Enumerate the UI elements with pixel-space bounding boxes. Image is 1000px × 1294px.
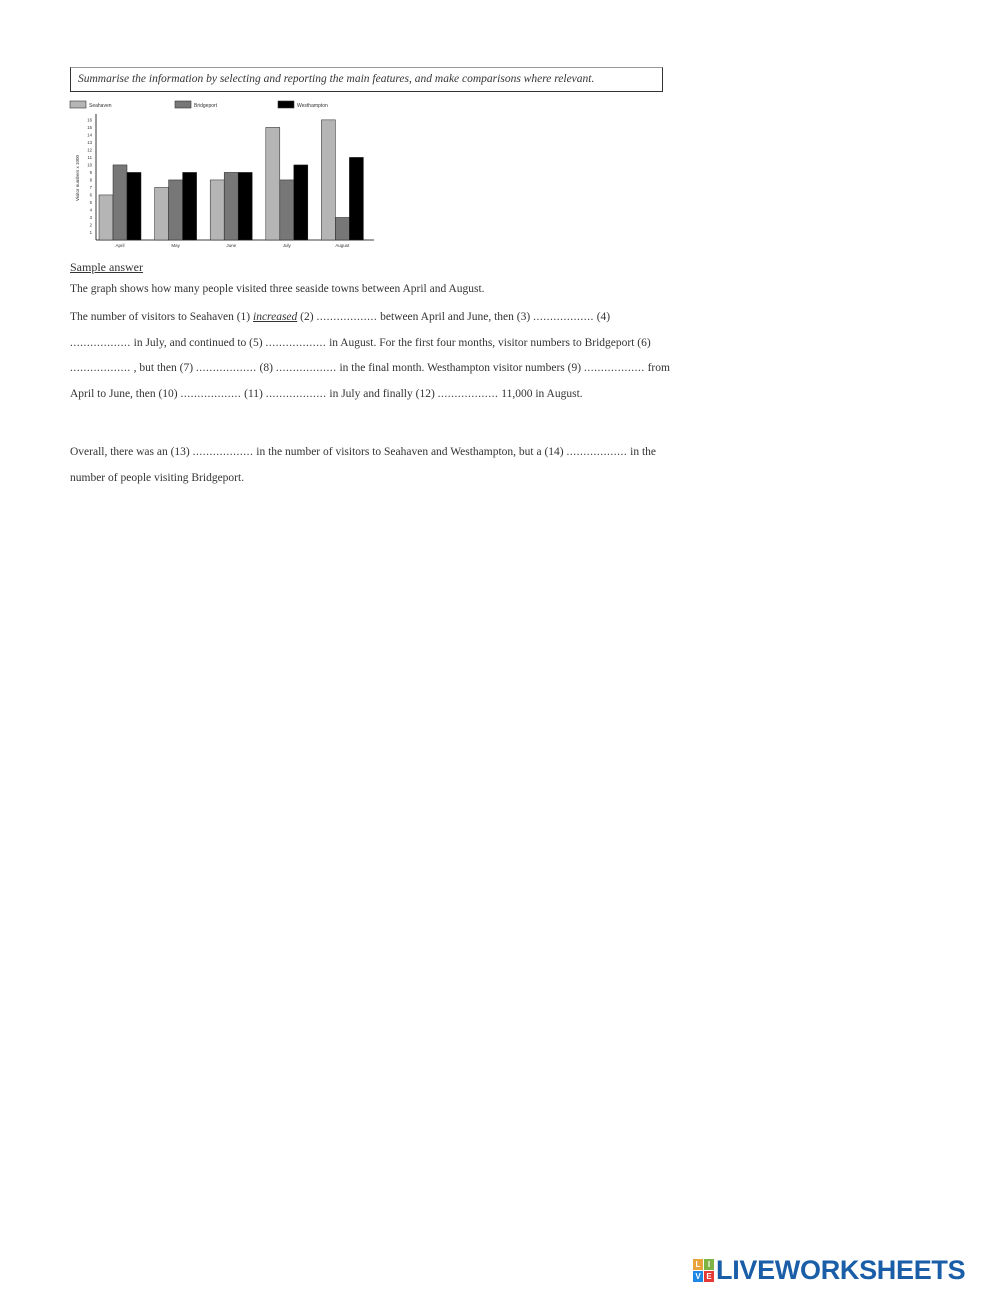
y-tick-label: 12 [87, 147, 92, 153]
bar-seahaven-june [210, 180, 224, 240]
legend-label: Bridgeport [194, 103, 218, 109]
bar-bridgeport-may [169, 180, 183, 240]
bar-westhampton-april [127, 172, 141, 240]
legend-label: Seahaven [89, 103, 112, 109]
legend-swatch [278, 101, 294, 108]
legend-label: Westhampton [297, 103, 328, 109]
y-tick-label: 1 [89, 229, 92, 235]
text-segment: in the final month. Westhampton visitor numbers (9) [336, 362, 584, 375]
overall-paragraph [70, 440, 670, 491]
text-segment: (11) [241, 388, 266, 401]
bar-bridgeport-august [335, 217, 349, 240]
bar-chart [60, 96, 380, 256]
x-tick-label: July [282, 243, 291, 248]
blank-6[interactable]: .................. [70, 362, 131, 375]
blank-10[interactable]: .................. [180, 388, 242, 401]
sample-answer-heading: Sample answer [70, 260, 143, 274]
bar-bridgeport-april [113, 165, 127, 240]
logo-letter: V [693, 1271, 703, 1282]
blank-12[interactable]: .................. [437, 388, 499, 401]
y-tick-label: 3 [89, 214, 92, 220]
blank-9[interactable]: .................. [583, 362, 645, 375]
instruction-box: Summarise the information by selecting and reporting the main features, and make comparisons where relevant. [70, 67, 663, 92]
y-tick-label: 11 [87, 154, 92, 160]
text-segment: in August. For the first four months, visitor numbers to Bridgeport (6) [326, 336, 651, 349]
blank-5[interactable]: .................. [265, 336, 327, 349]
intro-paragraph: The graph shows how many people visited three seaside towns between April and August. [70, 283, 485, 295]
logo-letter: L [693, 1259, 703, 1270]
blank-4[interactable]: .................. [70, 336, 131, 349]
blank-13[interactable]: .................. [192, 446, 254, 458]
logo-letter: E [704, 1271, 714, 1282]
x-tick-label: June [226, 243, 237, 248]
bar-westhampton-may [183, 172, 197, 240]
text-segment: 11,000 in August. [498, 388, 583, 401]
logo-text: LIVEWORKSHEETS [716, 1254, 966, 1285]
y-tick-label: 7 [89, 184, 92, 190]
answer-1: increased [253, 311, 298, 323]
x-tick-label: April [115, 243, 125, 248]
y-tick-label: 15 [87, 124, 92, 130]
y-tick-label: 14 [87, 132, 92, 138]
text-segment: in July and finally (12) [326, 388, 438, 401]
text-segment: between April and June, then (3) [377, 311, 534, 323]
y-tick-label: 10 [87, 162, 92, 168]
bar-seahaven-august [321, 120, 335, 240]
text-segment: Overall, there was an (13) [70, 446, 193, 458]
text-segment: (4) [593, 311, 611, 323]
text-segment: (2) [297, 311, 317, 323]
text-segment: (8) [256, 362, 276, 375]
x-tick-label: May [171, 243, 180, 248]
bar-westhampton-june [238, 172, 252, 240]
liveworksheets-logo [693, 1255, 965, 1285]
y-tick-label: 2 [89, 222, 92, 228]
text-segment: in July, and continued to (5) [130, 336, 266, 349]
bar-seahaven-may [155, 187, 169, 240]
text-segment: , but then (7) [130, 362, 196, 375]
legend-swatch [175, 101, 191, 108]
bar-bridgeport-july [280, 180, 294, 240]
logo-letter: I [704, 1259, 714, 1270]
blank-11[interactable]: .................. [265, 388, 327, 401]
gap-fill-paragraph [70, 305, 670, 408]
y-tick-label: 8 [89, 177, 92, 183]
logo-icon [693, 1259, 713, 1281]
blank-2[interactable]: .................. [316, 311, 378, 323]
text-segment: The number of visitors to Seahaven (1) [70, 311, 253, 323]
y-tick-label: 6 [89, 192, 92, 198]
bar-seahaven-april [99, 195, 113, 240]
legend-swatch [70, 101, 86, 108]
x-tick-label: August [335, 243, 350, 248]
blank-3[interactable]: .................. [533, 311, 594, 323]
text-segment: from April to June, then (10) [70, 362, 670, 401]
text-segment: in the number of visitors to Seahaven and Westhampton, but a (14) [253, 446, 567, 458]
bar-westhampton-july [294, 165, 308, 240]
blank-14[interactable]: .................. [566, 446, 628, 458]
y-tick-label: 4 [89, 207, 92, 213]
text-segment: in the number of people visiting Bridgeport. [70, 446, 657, 484]
y-axis-label: Visitor numbers x 1000 [75, 155, 80, 201]
blank-8[interactable]: .................. [275, 362, 337, 375]
y-tick-label: 13 [87, 139, 92, 145]
y-tick-label: 16 [87, 117, 92, 123]
bar-westhampton-august [349, 157, 363, 240]
bar-bridgeport-june [224, 172, 238, 240]
y-tick-label: 9 [89, 169, 92, 175]
bar-seahaven-july [266, 127, 280, 240]
y-tick-label: 5 [89, 199, 92, 205]
blank-7[interactable]: .................. [195, 362, 257, 375]
